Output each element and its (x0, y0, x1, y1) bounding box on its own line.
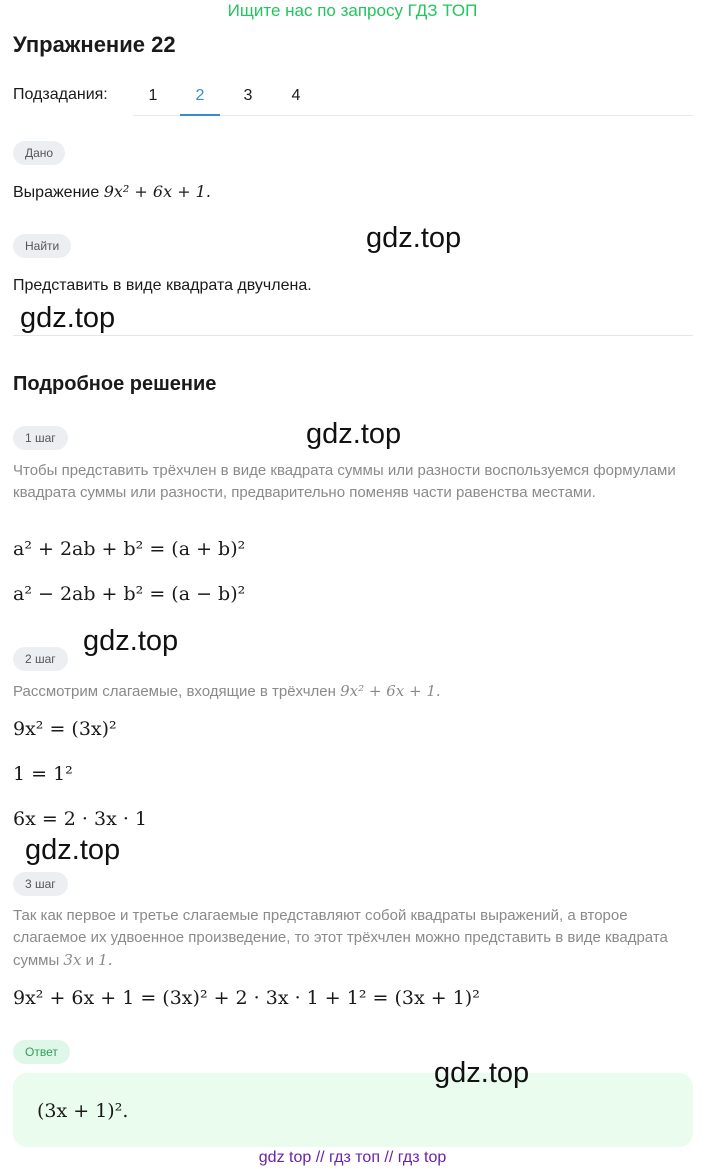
step3-text-and: и (85, 952, 94, 969)
step1-formula-2: a² − 2ab + b² = (a − b)² (13, 583, 246, 605)
step2-formula-3: 6x = 2 · 3x · 1 (13, 808, 148, 830)
step1-text: Чтобы представить трёхчлен в виде квадрата суммы или разности воспользуемся формулами квадрата суммы или разности, предварительно поменяв части равенства местами. (13, 462, 676, 501)
watermark: gdz.top (25, 834, 121, 866)
subtask-tabs (133, 76, 693, 116)
step2-formula-2: 1 = 1² (13, 763, 73, 785)
step3-pill-wrap (13, 872, 68, 896)
step1-pill-wrap (13, 426, 68, 450)
step2-text-prefix: Рассмотрим слагаемые, входящие в трёхчлен (13, 683, 336, 700)
given-section (13, 141, 65, 165)
solution-title: Подробное решение (13, 373, 217, 395)
watermark: gdz.top (306, 418, 402, 450)
top-banner: Ищите нас по запросу ГДЗ ТОП (227, 1, 478, 20)
step2-text (13, 680, 441, 703)
page-title: Упражнение 22 (13, 32, 176, 57)
answer-box (13, 1073, 693, 1147)
answer-pill: Ответ (13, 1040, 70, 1064)
watermark: gdz.top (83, 625, 179, 657)
watermark: gdz.top (20, 302, 116, 334)
step1-pill: 1 шаг (13, 426, 68, 450)
tab-2[interactable]: 2 (180, 76, 220, 116)
watermark: gdz.top (434, 1057, 530, 1089)
tab-4[interactable]: 4 (291, 87, 301, 104)
step3-formula: 9x² + 6x + 1 = (3x)² + 2 · 3x · 1 + 1² = (3x + 1)² (13, 987, 480, 1009)
step3-text (13, 905, 693, 972)
find-text: Представить в виде квадрата двучлена. (13, 277, 312, 294)
step1-formula-1: a² + 2ab + b² = (a + b)² (13, 538, 246, 560)
step2-formula-1: 9x² = (3x)² (13, 718, 117, 740)
given-text-prefix: Выражение (13, 184, 100, 201)
watermark: gdz.top (366, 222, 462, 254)
step3-text-var1: 3x (63, 951, 82, 969)
step2-text-expr: 9x² + 6x + 1. (340, 682, 441, 700)
answer-pill-wrap (13, 1040, 70, 1064)
step3-text-main: Так как первое и третье слагаемые представляют собой квадраты выражений, а второе слагаемое их удвоенное произведение, то этот трёхчлен можно представить в виде квадрата суммы (13, 907, 668, 969)
subtasks-label: Подзадания: (13, 86, 108, 103)
answer-value: (3x + 1)². (37, 1100, 129, 1122)
step2-pill: 2 шаг (13, 647, 68, 671)
step3-text-var2: 1. (98, 951, 113, 969)
footer-links: gdz top // гдз топ // гдз top (258, 1149, 447, 1166)
given-expression: 9x² + 6x + 1. (103, 182, 211, 201)
given-text (13, 182, 211, 202)
find-section (13, 234, 71, 258)
given-pill: Дано (13, 141, 65, 165)
divider (13, 335, 693, 336)
tab-1[interactable]: 1 (148, 87, 158, 104)
tab-3[interactable]: 3 (243, 87, 253, 104)
step3-pill: 3 шаг (13, 872, 68, 896)
find-pill: Найти (13, 234, 71, 258)
step2-pill-wrap (13, 647, 68, 671)
